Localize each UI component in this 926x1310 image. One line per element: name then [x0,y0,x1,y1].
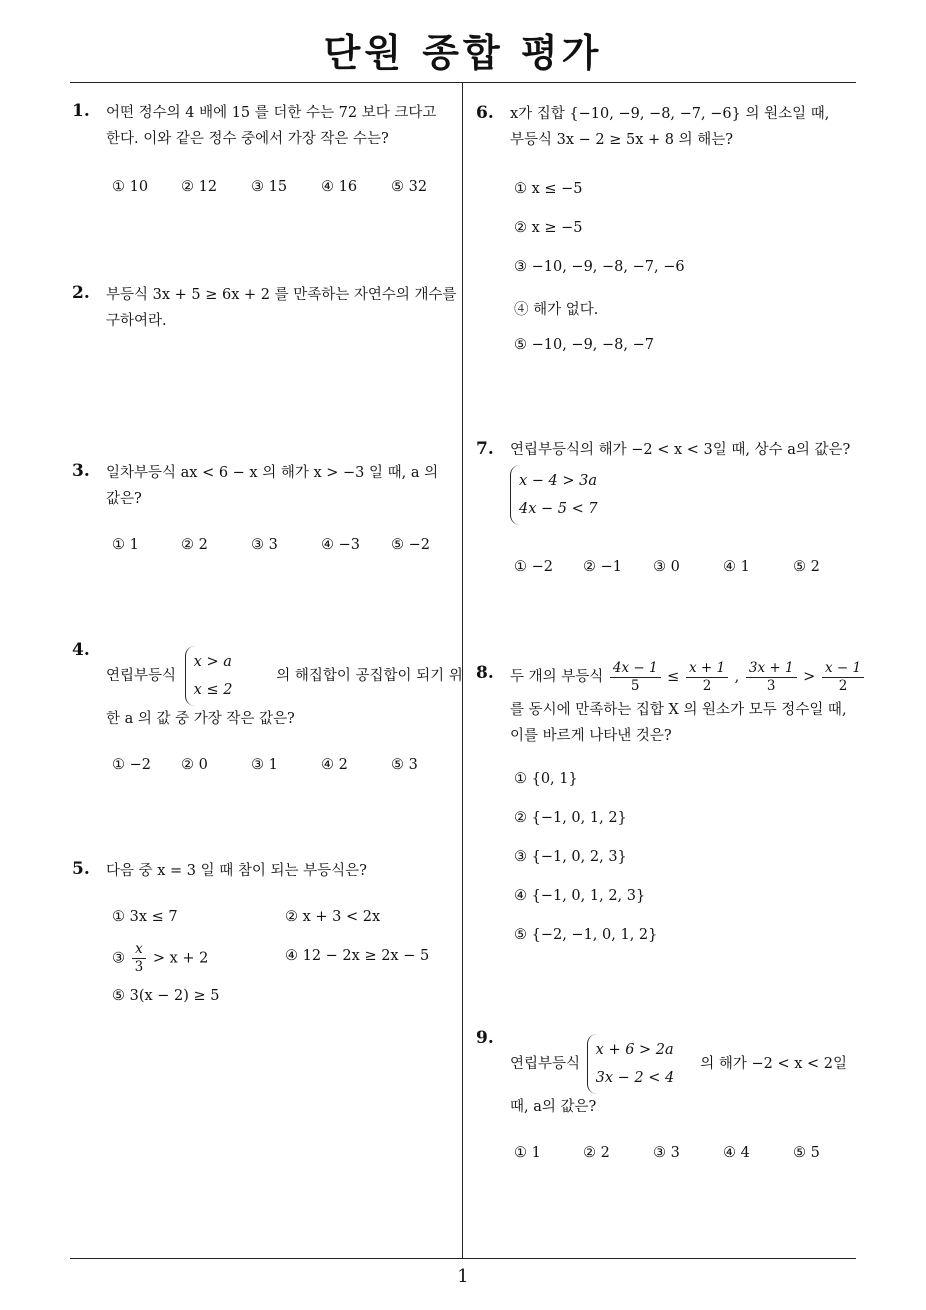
denominator: 2 [838,677,848,694]
option-4[interactable]: ④ 2 [321,757,348,773]
option-4[interactable]: ④ 12 − 2x ≥ 2x − 5 [285,948,430,964]
option-1[interactable]: ① −2 [112,757,151,773]
option-4[interactable]: ④ {−1, 0, 1, 2, 3} [514,888,646,904]
option-3[interactable]: ③ 3 [653,1145,680,1161]
question-text: x가 집합 {−10, −9, −8, −7, −6} 의 원소일 때, [510,106,830,122]
option-3[interactable]: ③ 0 [653,559,680,575]
numerator: 4x − 1 [610,660,661,678]
question-text: 구하여라. [106,313,167,329]
question-text: 연립부등식의 해가 −2 < x < 3일 때, 상수 a의 값은? [510,442,851,458]
option-5[interactable]: ⑤ −10, −9, −8, −7 [514,337,654,353]
question-text: 를 동시에 만족하는 집합 X 의 원소가 모두 정수일 때, [510,702,847,718]
option-5[interactable]: ⑤ 5 [793,1145,820,1161]
question-text: 한다. 이와 같은 정수 중에서 가장 작은 수는? [106,131,389,147]
option-2[interactable]: ② −1 [583,559,622,575]
option-3-rest: > x + 2 [152,950,209,967]
question-number: 1. [72,101,90,121]
equation-2: 4x − 5 < 7 [519,501,598,517]
page-title: 단원 종합 평가 [323,31,603,75]
fraction [822,660,864,695]
option-2[interactable]: ② 0 [181,757,208,773]
question-text: 부등식 3x + 5 ≥ 6x + 2 를 만족하는 자연수의 개수를 [106,287,457,303]
question-text: 연립부등식 [510,1056,581,1072]
equation-2: x ≤ 2 [193,682,233,698]
option-1[interactable]: ① 10 [112,179,149,195]
inequality-system [185,646,264,706]
question-text: 일차부등식 ax < 6 − x 의 해가 x > −3 일 때, a 의 [106,465,439,481]
option-2[interactable]: ② x + 3 < 2x [285,909,381,925]
fraction [686,660,728,695]
option-1[interactable]: ① 1 [112,537,139,553]
numerator: 3x + 1 [746,660,797,678]
question-number: 3. [72,461,90,481]
option-5[interactable]: ⑤ −2 [391,537,430,553]
option-1[interactable]: ① {0, 1} [514,771,578,787]
equation-1: x > a [193,654,232,670]
question-text: 이를 바르게 나타낸 것은? [510,728,672,744]
question-number: 6. [476,103,494,123]
denominator: 5 [630,677,640,694]
option-3[interactable]: ③ {−1, 0, 2, 3} [514,849,627,865]
question-text: 다음 중 x = 3 일 때 참이 되는 부등식은? [106,863,367,879]
option-3[interactable]: ③ 1 [251,757,278,773]
question-number: 9. [476,1028,494,1048]
option-3[interactable] [112,941,208,976]
separator: , [734,669,740,685]
option-3-marker: ③ [112,950,125,967]
option-4[interactable]: ④ 16 [321,179,358,195]
option-5[interactable]: ⑤ 3(x − 2) ≥ 5 [112,988,220,1004]
question-text: 때, a의 값은? [510,1099,597,1115]
question-number: 8. [476,663,494,683]
fraction [610,660,661,695]
option-1[interactable]: ① −2 [514,559,553,575]
option-5[interactable]: ⑤ {−2, −1, 0, 1, 2} [514,927,658,943]
option-3[interactable]: ③ −10, −9, −8, −7, −6 [514,259,685,275]
option-2[interactable]: ② 2 [583,1145,610,1161]
inequality-system [587,1034,684,1094]
numerator: x − 1 [822,660,864,678]
equation-1: x + 6 > 2a [595,1042,674,1058]
question-text: 값은? [106,491,142,507]
question-text: 한 a 의 값 중 가장 작은 값은? [106,711,295,727]
question-text: 부등식 3x − 2 ≥ 5x + 8 의 해는? [510,132,734,148]
relation: ≤ [667,669,680,685]
header-rule [70,82,856,83]
question-number: 2. [72,283,90,303]
equation-1: x − 4 > 3a [519,473,598,489]
denominator: 3 [766,677,776,694]
option-4[interactable]: ④ 4 [723,1145,750,1161]
option-4[interactable]: ④ 해가 없다. [514,302,599,318]
option-5[interactable]: ⑤ 2 [793,559,820,575]
option-5[interactable]: ⑤ 32 [391,179,428,195]
numerator: x [132,941,146,959]
option-3[interactable]: ③ 3 [251,537,278,553]
option-1[interactable]: ① x ≤ −5 [514,181,583,197]
question-number: 4. [72,640,90,660]
denominator: 3 [134,959,144,975]
footer-rule [70,1258,856,1259]
option-2[interactable]: ② x ≥ −5 [514,220,583,236]
denominator: 2 [702,677,712,694]
question-text: 의 해집합이 공집합이 되기 위 [276,668,463,684]
option-4[interactable]: ④ −3 [321,537,360,553]
option-2[interactable]: ② 2 [181,537,208,553]
inequality-system [510,465,598,525]
option-2[interactable]: ② {−1, 0, 1, 2} [514,810,627,826]
page-number: 1 [457,1266,469,1287]
option-3-fraction [132,941,147,976]
option-4[interactable]: ④ 1 [723,559,750,575]
option-3[interactable]: ③ 15 [251,179,288,195]
question-number: 5. [72,859,90,879]
option-2[interactable]: ② 12 [181,179,218,195]
equation-2: 3x − 2 < 4 [595,1070,675,1086]
question-text: 연립부등식 [106,668,177,684]
numerator: x + 1 [686,660,728,678]
fraction [746,660,797,695]
question-text: 의 해가 −2 < x < 2일 [700,1056,848,1072]
question-text: 두 개의 부등식 [510,669,604,685]
option-1[interactable]: ① 1 [514,1145,541,1161]
question-text: 어떤 정수의 4 배에 15 를 더한 수는 72 보다 크다고 [106,105,437,121]
question-number: 7. [476,439,494,459]
option-5[interactable]: ⑤ 3 [391,757,418,773]
relation: > [803,669,816,685]
option-1[interactable]: ① 3x ≤ 7 [112,909,178,925]
